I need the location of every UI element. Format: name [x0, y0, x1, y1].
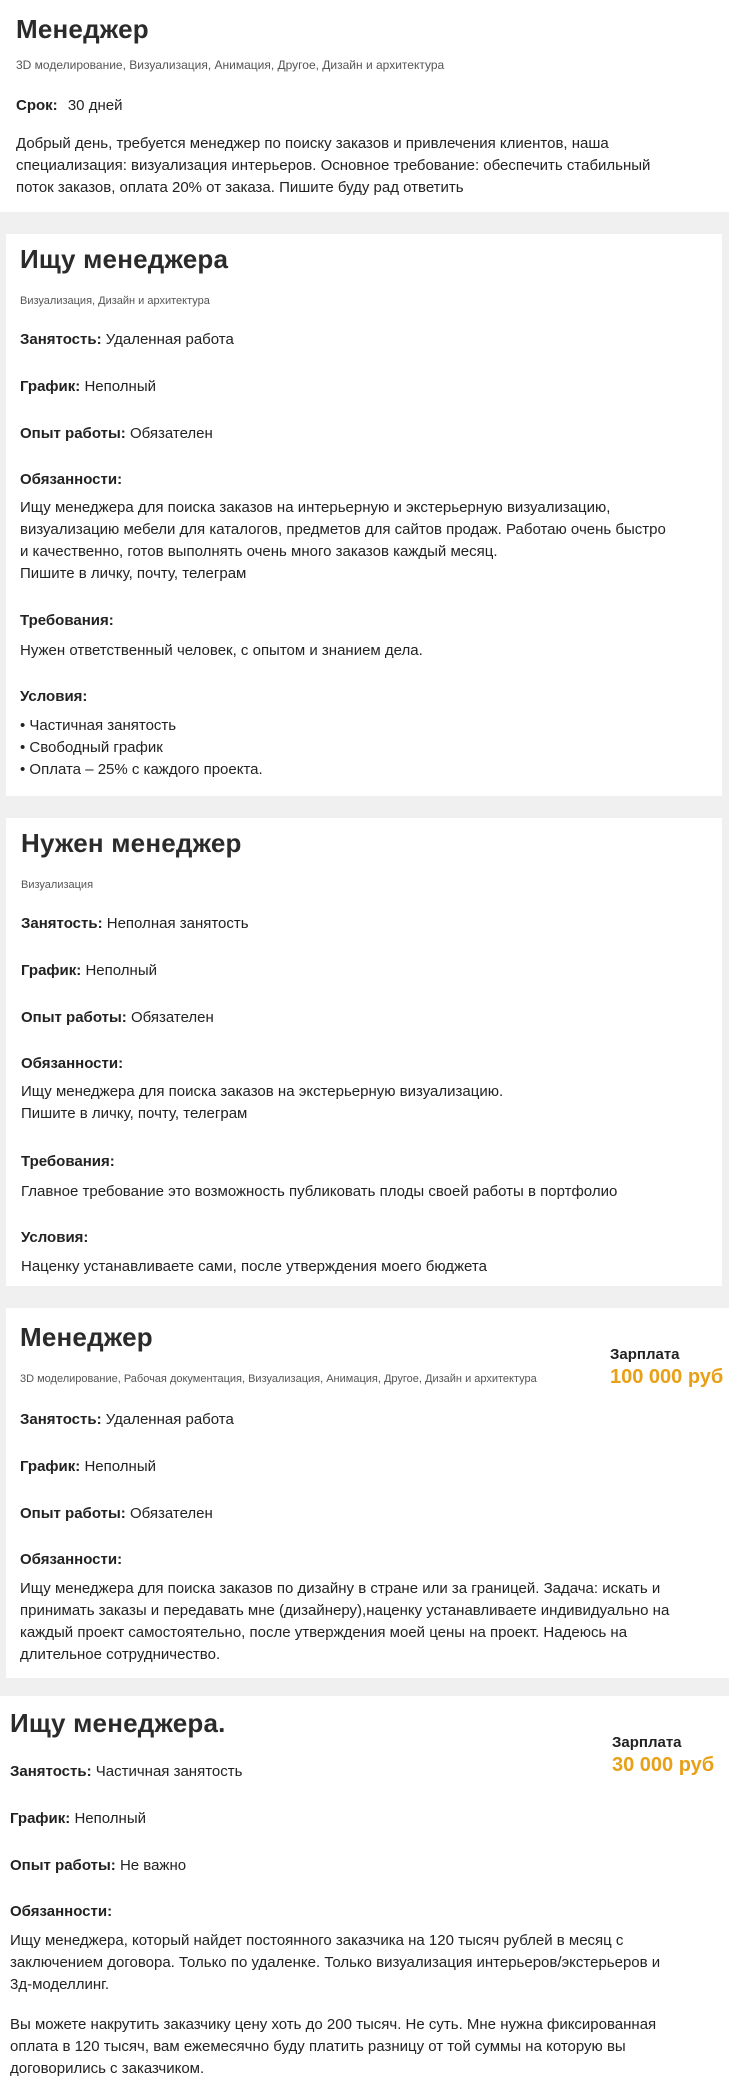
post-title[interactable]: Менеджер [20, 1322, 153, 1352]
experience-row [21, 1008, 214, 1028]
experience-label: Опыт работы: [21, 1009, 127, 1026]
post-categories: Визуализация, Дизайн и архитектура [20, 295, 210, 307]
schedule-value: Неполный [84, 378, 156, 395]
duties-heading: Обязанности: [20, 471, 123, 488]
experience-value: Обязателен [129, 1505, 213, 1522]
post-card-2 [6, 234, 722, 796]
duties-heading: Обязанности: [10, 1903, 113, 1920]
post-title[interactable]: Ищу менеджера. [10, 1708, 226, 1738]
experience-row [20, 424, 213, 444]
requirements-text: Главное требование это возможность публиковать плоды своей работы в портфолио [21, 1183, 618, 1200]
post-description: Добрый день, требуется менеджер по поиску заказов и привлечения клиентов, наша специализация: визуализация интерьеров. Основное требование: обеспечить стабильный поток заказов, оплата 20% от заказа. Пишите буду рад ответить [16, 135, 651, 196]
requirements-heading: Требования: [20, 612, 114, 629]
term-label: Срок: [16, 97, 58, 114]
schedule-value: Неполный [74, 1810, 146, 1827]
post-card-3 [6, 818, 722, 1286]
term-value: 30 дней [67, 97, 123, 114]
employment-label: Занятость: [10, 1763, 92, 1780]
schedule-value: Неполный [84, 1458, 156, 1475]
schedule-label: График: [21, 962, 82, 979]
post-title[interactable]: Ищу менеджера [20, 244, 229, 274]
employment-value: Удаленная работа [105, 331, 234, 348]
employment-value: Неполная занятость [106, 915, 249, 932]
experience-row [20, 1504, 213, 1524]
duties-text: Ищу менеджера для поиска заказов на экстерьерную визуализацию. Пишите в личку, почту, телеграм [21, 1083, 504, 1122]
duties-extra-text: Вы можете накрутить заказчику цену хоть до 200 тысяч. Не суть. Мне нужна фиксированная оплата в 120 тысяч, вам ежемесячно буду платить разницу от той суммы на которую вы договорились с заказчиком. [10, 2016, 657, 2077]
duties-text: Ищу менеджера для поиска заказов на интерьерную и экстерьерную визуализацию, визуализацию мебели для каталогов, предметов для сайтов продаж. Работаю очень быстро и качественно, готов выполнять очень много заказов каждый месяц. Пишите в личку, почту, телеграм [20, 499, 666, 582]
salary-label: Зарплата [610, 1346, 680, 1363]
salary-value: 100 000 руб [610, 1366, 724, 1388]
list-item: • Свободный график [20, 737, 263, 759]
experience-label: Опыт работы: [10, 1857, 116, 1874]
experience-label: Опыт работы: [20, 425, 126, 442]
experience-label: Опыт работы: [20, 1505, 126, 1522]
schedule-label: График: [10, 1810, 71, 1827]
employment-row [10, 1762, 242, 1782]
conditions-text: Наценку устанавливаете сами, после утверждения моего бюджета [21, 1258, 487, 1275]
requirements-text: Нужен ответственный человек, с опытом и знанием дела. [20, 642, 423, 659]
salary-label: Зарплата [612, 1734, 682, 1751]
post-title[interactable]: Менеджер [16, 14, 149, 44]
duties-text: Ищу менеджера для поиска заказов по дизайну в стране или за границей. Задача: искать и принимать заказы и передавать мне (дизайнеру),наценку устанавливаете индивидуально на каждый проект самостоятельно, после утверждения моей цены на проект. Надеюсь на длительное сотрудничество. [20, 1580, 670, 1663]
conditions-heading: Условия: [20, 688, 88, 705]
employment-row [21, 914, 249, 934]
experience-row [10, 1856, 186, 1876]
employment-row [20, 1410, 234, 1430]
post-card-5 [0, 1696, 729, 2096]
experience-value: Не важно [119, 1857, 187, 1874]
experience-value: Обязателен [130, 1009, 214, 1026]
salary-value: 30 000 руб [612, 1754, 715, 1776]
post-card-1 [0, 0, 729, 212]
post-title[interactable]: Нужен менеджер [21, 828, 242, 858]
duties-heading: Обязанности: [21, 1055, 124, 1072]
duties-text: Ищу менеджера, который найдет постоянного заказчика на 120 тысяч рублей в месяц с заключением договора. Только по удаленке. Только визуализация интерьеров/экстерьеров и 3д-моделлинг. [10, 1932, 661, 1993]
schedule-row [10, 1809, 146, 1829]
list-item: • Частичная занятость [20, 715, 263, 737]
post-categories: 3D моделирование, Визуализация, Анимация, Другое, Дизайн и архитектура [16, 58, 445, 72]
schedule-label: График: [20, 1458, 81, 1475]
schedule-label: График: [20, 378, 81, 395]
employment-label: Занятость: [20, 331, 102, 348]
conditions-list [20, 715, 263, 781]
employment-row [20, 330, 234, 350]
experience-value: Обязателен [129, 425, 213, 442]
requirements-heading: Требования: [21, 1153, 115, 1170]
employment-label: Занятость: [21, 915, 103, 932]
employment-label: Занятость: [20, 1411, 102, 1428]
list-item: • Оплата – 25% с каждого проекта. [20, 759, 263, 781]
conditions-heading: Условия: [21, 1229, 89, 1246]
schedule-row [21, 961, 157, 981]
duties-heading: Обязанности: [20, 1551, 123, 1568]
schedule-row [20, 1457, 156, 1477]
employment-value: Частичная занятость [95, 1763, 243, 1780]
schedule-row [20, 377, 156, 397]
post-categories: Визуализация [21, 879, 94, 891]
employment-value: Удаленная работа [105, 1411, 234, 1428]
post-categories: 3D моделирование, Рабочая документация, Визуализация, Анимация, Другое, Дизайн и архитектура [20, 1373, 537, 1385]
term-row [16, 96, 122, 116]
post-card-4 [6, 1308, 729, 1678]
schedule-value: Неполный [85, 962, 157, 979]
